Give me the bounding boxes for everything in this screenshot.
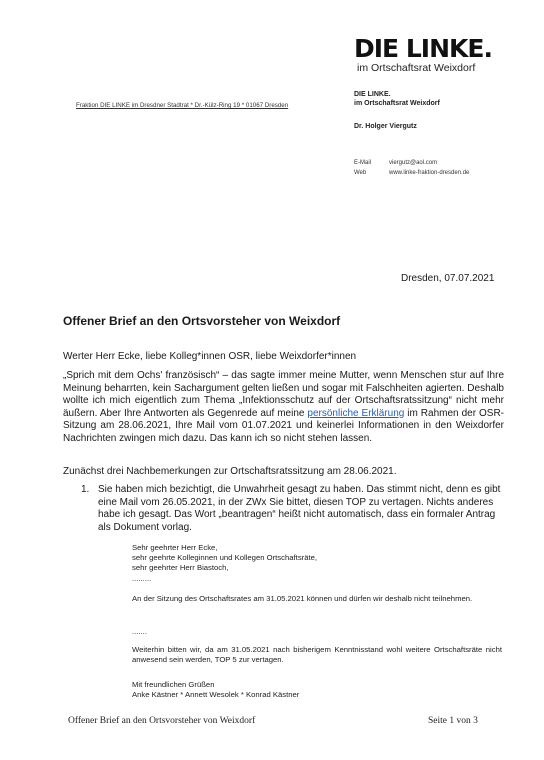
body-paragraph-2: Zunächst drei Nachbemerkungen zur Ortschaftsratssitzung am 28.06.2021. — [63, 466, 397, 477]
letter-date: Dresden, 07.07.2021 — [401, 273, 495, 284]
footer-title: Offener Brief an den Ortsvorsteher von Weixdorf — [68, 716, 256, 726]
letter-subject: Offener Brief an den Ortsvorsteher von Weixdorf — [63, 314, 341, 328]
quote-ellipsis-1: ......... — [132, 574, 152, 583]
salutation: Werter Herr Ecke, liebe Kolleg*innen OSR, liebe Weixdorfer*innen — [63, 351, 357, 362]
contact-email-row — [354, 160, 438, 166]
quote-salutation-3: sehr geehrter Herr Biastoch, — [132, 563, 229, 572]
body-paragraph-1-end: im Rahmen der OSR-Sitzung am 28.06.2021, Ihre Mail vom 01.07.2021 und keinerlei Informationen in den Weixdorfer Nachrichten zwingen mich dazu. Das kann ich so nicht stehen lassen. — [63, 407, 504, 444]
sender-address-line: Fraktion DIE LINKE im Dresdner Stadtrat * Dr.-Külz-Ring 19 * 01067 Dresden — [76, 102, 289, 109]
email-value[interactable]: viergutz@aol.com — [389, 160, 438, 166]
logo-subtitle: im Ortschaftsrat Weixdorf — [357, 62, 476, 74]
email-label: E-Mail — [354, 160, 372, 166]
personal-statement-link[interactable]: persönliche Erklärung — [307, 407, 405, 419]
list-item-number: 1. — [81, 484, 90, 495]
quote-signatories: Anke Kästner * Annett Wesolek * Konrad Kästner — [132, 690, 300, 699]
org-name: DIE LINKE. — [354, 91, 391, 98]
web-value[interactable]: www.linke-fraktion-dresden.de — [389, 170, 470, 176]
quote-ellipsis-2: ....... — [132, 627, 147, 636]
web-label: Web — [354, 170, 367, 176]
org-subtitle: im Ortschaftsrat Weixdorf — [354, 100, 440, 107]
body-paragraph-1-start: „Sprich mit dem Ochs' französisch“ – das sagte immer meine Mutter, wenn Menschen stur auf Ihre Meinung beharrten, kein Sachargument gelten ließen und sogar mit Falschheiten agierten. Deshalb wollte ich mich eigentlich zum Thema „Infektionsschutz auf der Ortschaftsratssitzung“ nicht mehr äußern. Aber Ihre Antworten als Gegenrede auf meine — [63, 370, 504, 419]
party-logo: DIE LINKE. — [354, 34, 492, 63]
contact-web-row — [354, 170, 470, 176]
quote-salutation-1: Sehr geehrter Herr Ecke, — [132, 543, 218, 552]
quote-paragraph-2: Weiterhin bitten wir, da am 31.05.2021 nach bisherigem Kenntnisstand wohl weitere Ortschaftsräte nicht anwesend sein werden, TOP 5 zur vertagen. — [132, 645, 502, 664]
quote-paragraph-1: An der Sitzung des Ortschaftsrates am 31.05.2021 können und dürfen wir deshalb nicht teilnehmen. — [132, 594, 473, 603]
author-name: Dr. Holger Viergutz — [354, 123, 417, 130]
quote-closing: Mit freundlichen Grüßen — [132, 680, 215, 689]
quote-salutation-2: sehr geehrte Kolleginnen und Kollegen Ortschaftsräte, — [132, 553, 318, 562]
body-paragraph-1 — [63, 370, 504, 446]
list-item-text: Sie haben mich bezichtigt, die Unwahrheit gesagt zu haben. Das stimmt nicht, denn es gibt eine Mail vom 26.05.2021, in der ZWx Sie bittet, diesen TOP zu vertagen. Nichts anderes habe ich gesagt. Das Wort „beantragen“ heißt nicht automatisch, dass ein formaler Antrag als Dokument vorlag. — [98, 484, 501, 533]
page-number: Seite 1 von 3 — [428, 716, 478, 726]
